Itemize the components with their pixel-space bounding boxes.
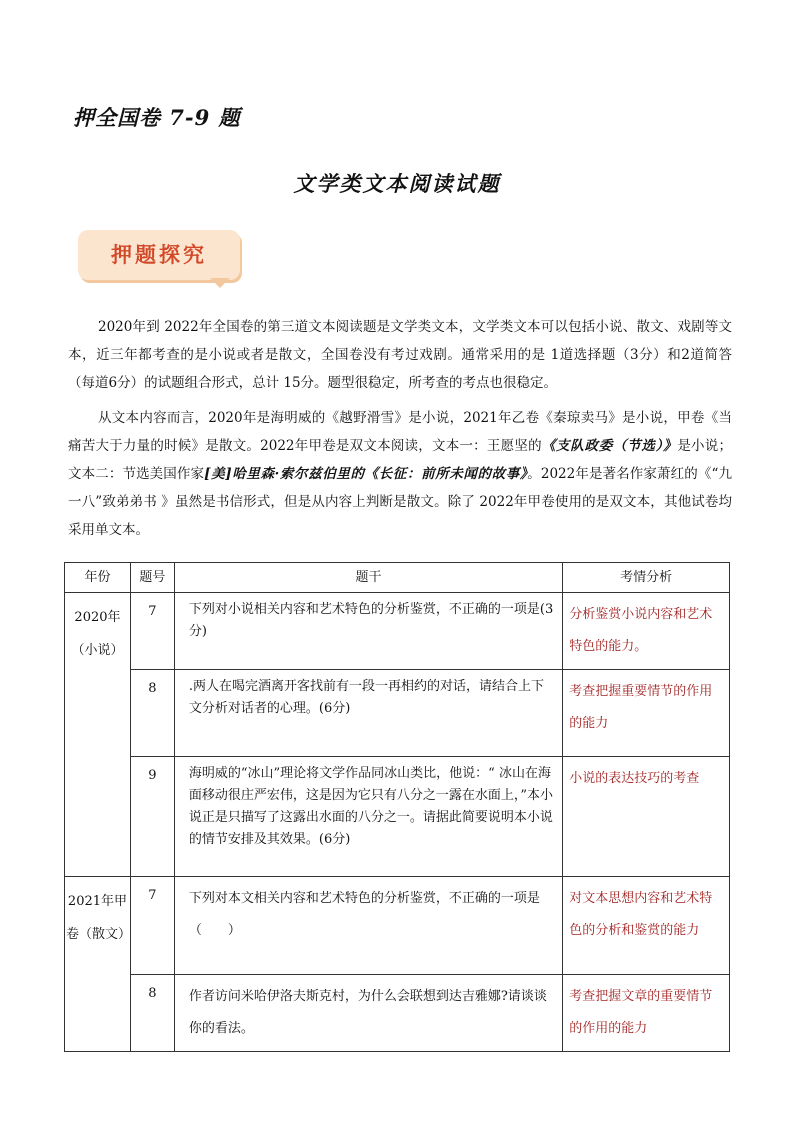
exam-table [64,562,730,1052]
number-cell: 9 [130,757,174,877]
table-row [65,757,730,877]
analysis-cell: 小说的表达技巧的考查 [563,757,730,877]
year-cell: 2020年（小说） [65,593,131,877]
page-title: 文学类文本阅读试题 [293,171,501,196]
stem-cell: 海明威的“冰山”理论将文学作品同冰山类比，他说：“ 冰山在海面移动很庄严宏伟，这是因为它只有八分之一露在水面上，”本小说正是只描写了这露出水面的八分之一。请据此简要说明本小说的情节安排及其效果。(6分) [174,757,562,877]
book-title: [美]哈里森·索尔兹伯里的《长征：前所未闻的故事》 [204,466,528,482]
section-label: 押全国卷 7-9 题 [73,105,241,130]
paragraph-text: 是小说；文本二：节选美国作家 [68,438,733,482]
header-stem: 题干 [174,563,562,593]
number-cell: 8 [130,670,174,757]
intro-paragraph: 2020年到 2022年全国卷的第三道文本阅读题是文学类文本，文学类文本可以包括小说、散文、戏剧等文本，近三年都考查的是小说或者是散文，全国卷没有考过戏剧。通常采用的是 1道选择题（3分）和2道简答（每道6分）的试题组合形式，总计 15分。题型很稳定，所考查的考点也很稳定。 [68,319,732,391]
number-cell: 8 [130,975,174,1052]
analysis-cell: 对文本思想内容和艺术特色的分析和鉴赏的能力 [563,877,730,975]
table-row [65,975,730,1052]
book-title: 《支队政委（节选）》 [541,438,678,454]
header-year: 年份 [65,563,131,593]
number-cell: 7 [130,593,174,670]
year-cell: 2021年甲卷（散文） [65,877,131,1052]
paragraph-text: 。2022年是著名作家萧红的《“九一八”致弟弟书 》虽然是书信形式，但是从内容上判断是散文。除了 2022年甲卷使用的是双文本，其他试卷均采用单文本。 [68,466,732,538]
table-header-row [65,563,730,593]
stem-cell: 作者访问米哈伊洛夫斯克村，为什么会联想到达吉雅娜?请谈谈你的看法。 [174,975,562,1052]
content-paragraph [68,404,732,544]
stem-cell: 下列对小说相关内容和艺术特色的分析鉴赏，不正确的一项是(3分) [174,593,562,670]
banner-text: 押题探究 [111,243,207,267]
table-row [65,593,730,670]
stem-cell: 下列对本文相关内容和艺术特色的分析鉴赏，不正确的一项是（ ） [174,877,562,975]
table-row [65,877,730,975]
analysis-cell: 考查把握文章的重要情节的作用的能力 [563,975,730,1052]
analysis-cell: 分析鉴赏小说内容和艺术特色的能力。 [563,593,730,670]
table-row [65,670,730,757]
section-banner [78,230,243,285]
header-number: 题号 [130,563,174,593]
stem-cell: .两人在喝完酒离开客找前有一段一再相约的对话，请结合上下文分析对话者的心理。(6分) [174,670,562,757]
paragraph-text: 从文本内容而言，2020年是海明威的《越野滑雪》是小说，2021年乙卷《秦琼卖马》是小说，甲卷《当痛苦大于力量的时候》是散文。2022年甲卷是双文本阅读，文本一：王愿坚的 [68,410,732,454]
analysis-cell: 考查把握重要情节的作用的能力 [563,670,730,757]
number-cell: 7 [130,877,174,975]
header-analysis: 考情分析 [563,563,730,593]
